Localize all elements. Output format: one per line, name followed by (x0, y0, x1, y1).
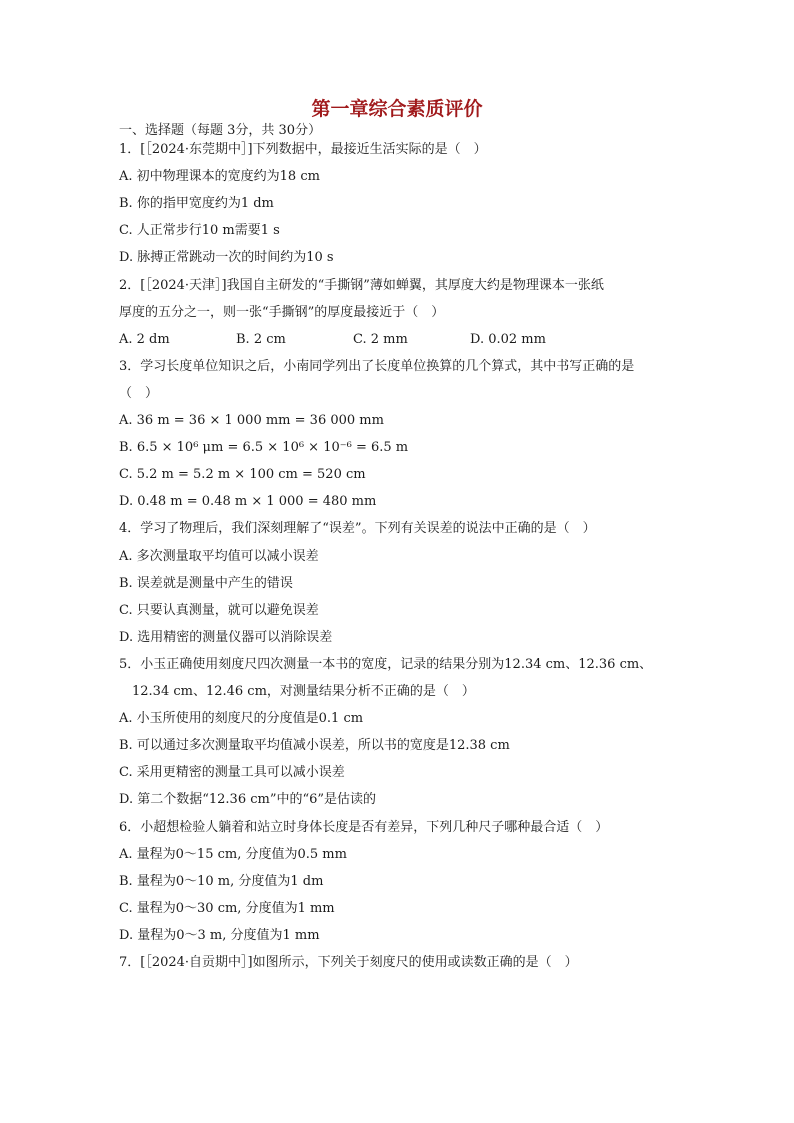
option-item: C. 5.2 m = 5.2 m × 100 cm = 520 cm (119, 467, 366, 482)
option-item: A. 多次测量取平均值可以减小误差 (119, 549, 319, 564)
option-item: C. 人正常步行10 m需要1 s (119, 223, 280, 238)
section-heading: 一、选择题（每题 3分，共 30分） (119, 123, 322, 138)
option-item: B. 6.5 × 10⁶ μm = 6.5 × 10⁶ × 10⁻⁶ = 6.5 m (119, 440, 409, 455)
option-item: D. 0.02 mm (470, 332, 546, 347)
question-text: 1．[［2024·东莞期中］]下列数据中，最接近生活实际的是（ ） (119, 142, 487, 157)
page-title: 第一章综合素质评价 (311, 98, 483, 120)
option-item: B. 你的指甲宽度约为1 dm (119, 196, 274, 211)
question-text: 5．小玉正确使用刻度尺四次测量一本书的宽度，记录的结果分别为12.34 cm、12.36 cm、 (119, 657, 653, 672)
option-item: D. 第二个数据“12.36 cm”中的“6”是估读的 (119, 792, 377, 807)
option-item: C. 2 mm (353, 332, 408, 347)
option-item: A. 小玉所使用的刻度尺的分度值是0.1 cm (119, 711, 364, 726)
option-item: C. 量程为0～30 cm, 分度值为1 mm (119, 901, 335, 916)
question-text: 4．学习了物理后，我们深刻理解了“误差”。下列有关误差的说法中正确的是（ ） (119, 521, 596, 536)
question-text: 6．小超想检验人躺着和站立时身体长度是否有差异，下列几种尺子哪种最合适（ ） (119, 820, 609, 835)
option-item: B. 量程为0～10 m, 分度值为1 dm (119, 874, 324, 889)
question-text: 12.34 cm、12.46 cm，对测量结果分析不正确的是（ ） (119, 684, 475, 699)
option-item: C. 采用更精密的测量工具可以减小误差 (119, 765, 345, 780)
option-item: A. 36 m = 36 × 1 000 mm = 36 000 mm (119, 413, 384, 428)
option-item: D. 量程为0～3 m, 分度值为1 mm (119, 928, 320, 943)
option-item: B. 误差就是测量中产生的错误 (119, 576, 293, 591)
option-item: A. 量程为0～15 cm, 分度值为0.5 mm (119, 847, 347, 862)
question-text: 厚度的五分之一，则一张“手撕钢”的厚度最接近于（ ） (119, 305, 445, 320)
question-text: （ ） (119, 386, 159, 401)
option-row (119, 330, 546, 350)
option-item: A. 初中物理课本的宽度约为18 cm (119, 169, 320, 184)
option-item: C. 只要认真测量，就可以避免误差 (119, 603, 319, 618)
question-text: 2．[［2024·天津］]我国自主研发的“手撕钢”薄如蝉翼，其厚度大约是物理课本一张纸 (119, 278, 604, 293)
question-text: 3．学习长度单位知识之后，小南同学列出了长度单位换算的几个算式，其中书写正确的是 (119, 359, 635, 374)
option-item: D. 0.48 m = 0.48 m × 1 000 = 480 mm (119, 494, 377, 509)
option-item: D. 脉搏正常跳动一次的时间约为10 s (119, 250, 334, 265)
question-text: 7．[［2024·自贡期中］]如图所示，下列关于刻度尺的使用或读数正确的是（ ） (119, 955, 578, 970)
option-item: B. 2 cm (236, 332, 286, 347)
option-item: A. 2 dm (119, 332, 170, 347)
option-item: D. 选用精密的测量仪器可以消除误差 (119, 630, 333, 645)
option-item: B. 可以通过多次测量取平均值减小误差，所以书的宽度是12.38 cm (119, 738, 510, 753)
